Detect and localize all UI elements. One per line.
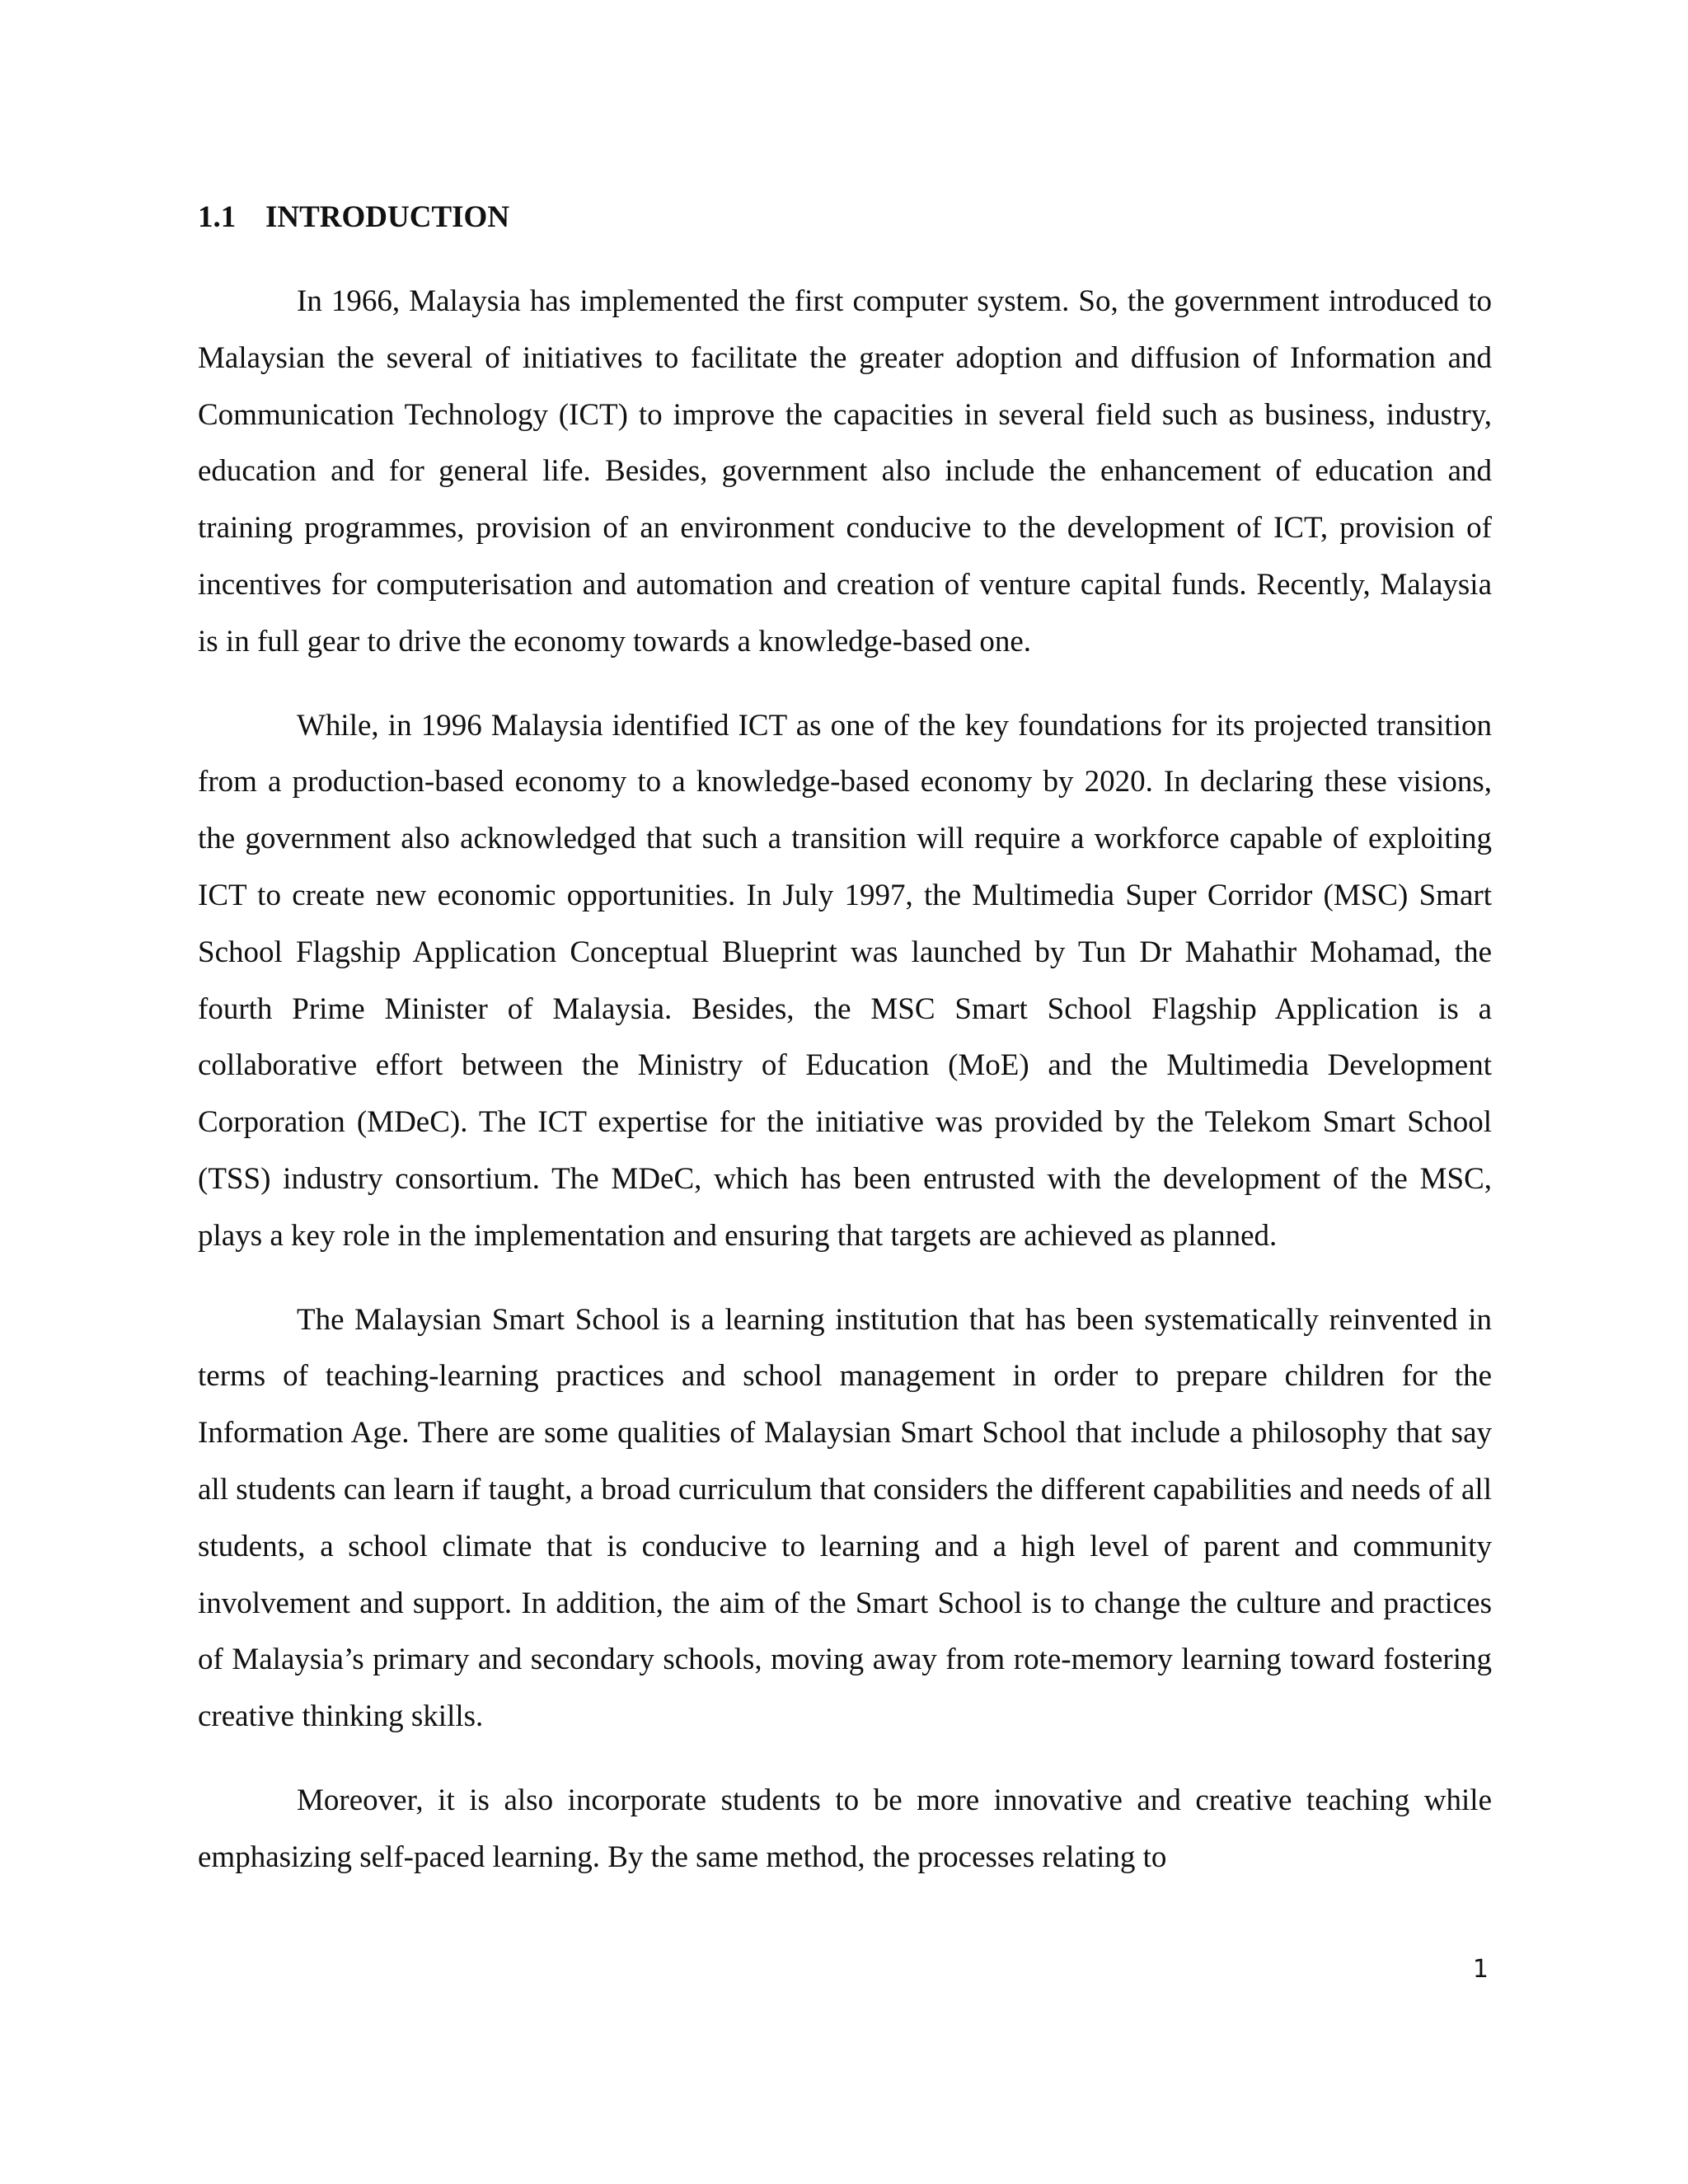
section-title: INTRODUCTION — [265, 200, 510, 234]
paragraph: While, in 1996 Malaysia identified ICT as one of the key foundations for its projected transition from a production-based economy to a knowledge-based economy by 2020. In declaring these visions, the government also acknowledged that such a transition will require a workforce capable of exploiting ICT to create new economic opportunities. In July 1997, the Multimedia Super Corridor (MSC) Smart School Flagship Application Conceptual Blueprint was launched by Tun Dr Mahathir Mohamad, the fourth Prime Minister of Malaysia. Besides, the MSC Smart School Flagship Application is a collaborative effort between the Ministry of Education (MoE) and the Multimedia Development Corporation (MDeC). The ICT expertise for the initiative was provided by the Telekom Smart School (TSS) industry consortium. The MDeC, which has been entrusted with the development of the MSC, plays a key role in the implementation and ensuring that targets are achieved as planned. — [198, 708, 1492, 1253]
page-number: 1 — [1472, 1955, 1489, 1984]
paragraph: Moreover, it is also incorporate students to be more innovative and creative teaching while emphasizing self-paced learning. By the same method, the processes relating to — [198, 1783, 1492, 1874]
paragraph: The Malaysian Smart School is a learning institution that has been systematically reinvented in terms of teaching-learning practices and school management in order to prepare children for the Information Age. There are some qualities of Malaysian Smart School that include a philosophy that say all students can learn if taught, a broad curriculum that considers the different capabilities and needs of all students, a school climate that is conducive to learning and a high level of parent and community involvement and support. In addition, the aim of the Smart School is to change the culture and practices of Malaysia’s primary and secondary schools, moving away from rote-memory learning toward fostering creative thinking skills. — [198, 1302, 1492, 1734]
paragraph: In 1966, Malaysia has implemented the first computer system. So, the government introduced to Malaysian the several of initiatives to facilitate the greater adoption and diffusion of Information and Communication Technology (ICT) to improve the capacities in several field such as business, industry, education and for general life. Besides, government also include the enhancement of education and training programmes, provision of an environment conducive to the development of ICT, provision of incentives for computerisation and automation and creation of venture capital funds. Recently, Malaysia is in full gear to drive the economy towards a knowledge-based one. — [198, 284, 1492, 658]
body-text — [198, 274, 1492, 1886]
section-number: 1.1 — [198, 200, 237, 234]
section-heading — [198, 196, 509, 239]
